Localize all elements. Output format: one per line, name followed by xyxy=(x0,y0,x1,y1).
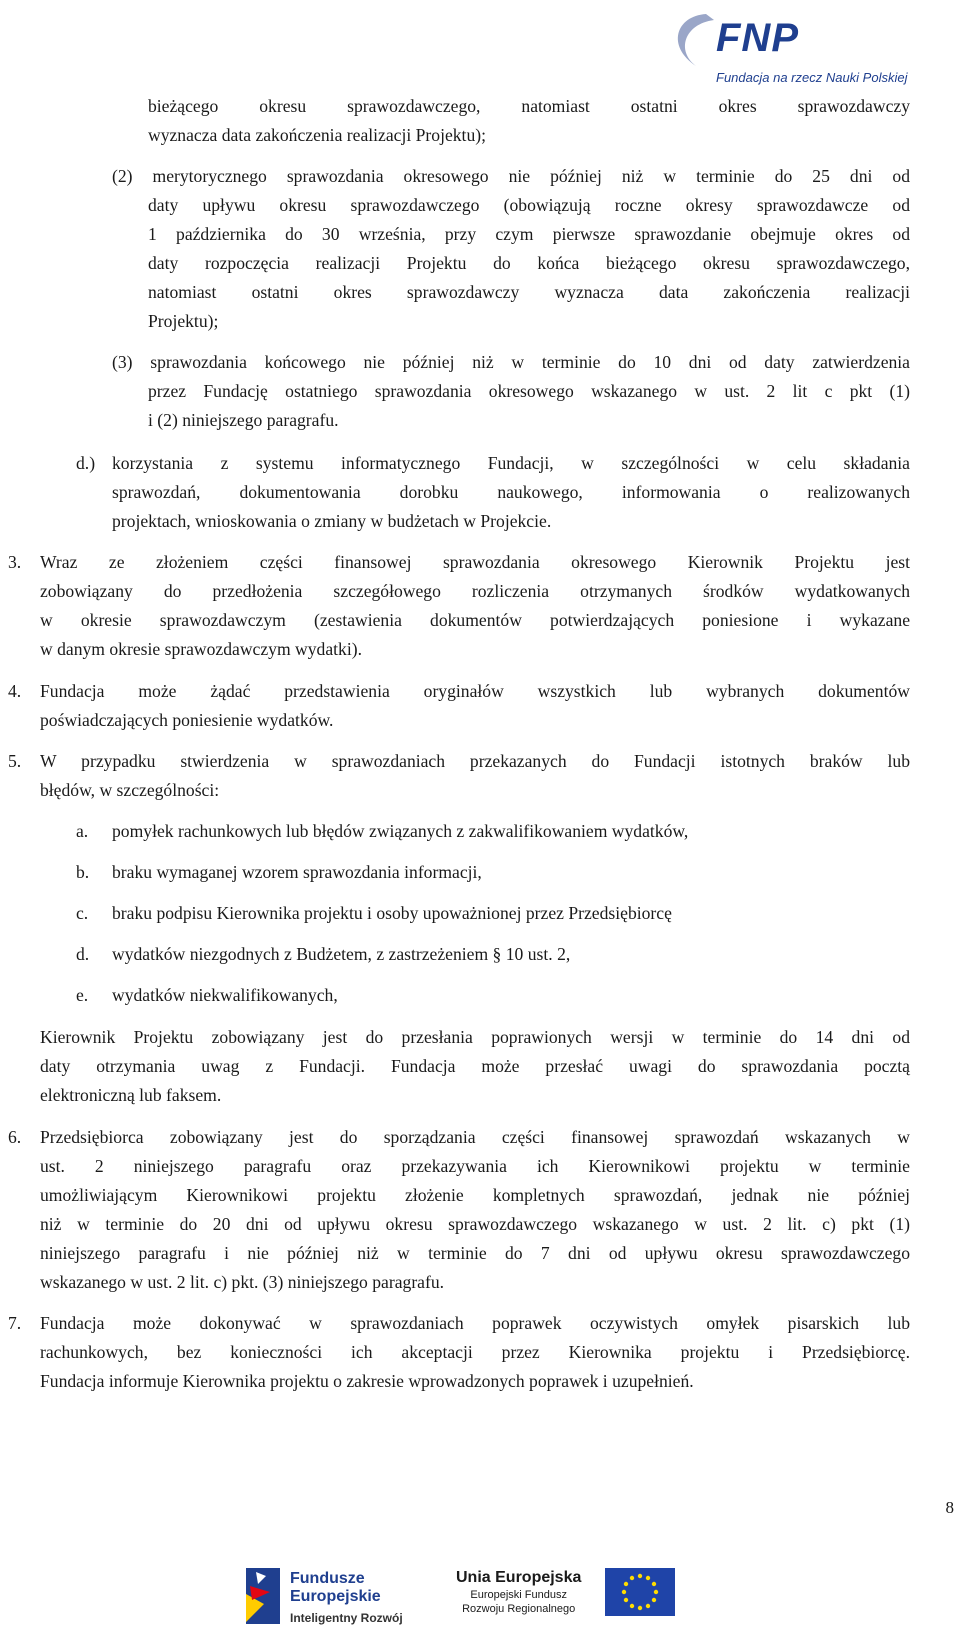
text-line: (3) sprawozdania końcowego nie później niż w terminie do 10 dni od daty zatwierdzenia xyxy=(112,352,910,372)
text-line: wskazanego w ust. 2 lit. c) pkt. (3) niniejszego paragrafu. xyxy=(40,1272,445,1292)
list-item: wydatków niezgodnych z Budżetem, z zastrzeżeniem § 10 ust. 2, xyxy=(112,944,571,964)
text-line: zobowiązany do przedłożenia szczegółowego rozliczenia otrzymanych środków wydatkowanych xyxy=(40,581,910,601)
text-line: Przedsiębiorca zobowiązany jest do sporządzania części finansowej sprawozdań wskazanych w xyxy=(40,1127,910,1147)
list-item: pomyłek rachunkowych lub błędów związanych z zakwalifikowaniem wydatków, xyxy=(112,821,689,841)
list-number: d.) xyxy=(76,453,96,473)
footer-logos xyxy=(0,1560,960,1647)
text-line: Projektu); xyxy=(148,311,219,331)
text-line: w okresie sprawozdawczym (zestawienia dokumentów potwierdzających poniesione i wykazane xyxy=(40,610,910,630)
text-line: (2) merytorycznego sprawozdania okresowego nie później niż w terminie do 25 dni od xyxy=(112,166,910,186)
section-number: 6. xyxy=(8,1127,22,1147)
text-line: daty rozpoczęcia realizacji Projektu do końca bieżącego okresu sprawozdawczego, xyxy=(148,253,910,273)
page-number: 8 xyxy=(945,1498,954,1517)
section-number: 4. xyxy=(8,681,22,701)
text-line: w danym okresie sprawozdawczym wydatki). xyxy=(40,639,362,659)
fnp-logo-name: FNP xyxy=(716,16,799,60)
text-line: przez Fundację ostatniego sprawozdania okresowego wskazanego w ust. 2 lit c pkt (1) xyxy=(148,381,910,401)
list-letter: e. xyxy=(76,985,89,1005)
text-line: poświadczających poniesienie wydatków. xyxy=(40,710,334,730)
list-letter: d. xyxy=(76,944,90,964)
text-line: umożliwiającym Kierownikowi projektu złożenie kompletnych sprawozdań, jednak nie później xyxy=(40,1185,910,1205)
fnp-logo xyxy=(666,6,958,94)
unia-europejska-text xyxy=(456,1568,581,1616)
text-line: sprawozdań, dokumentowania dorobku naukowego, informowania o realizowanych xyxy=(112,482,910,502)
list-letter: a. xyxy=(76,821,89,841)
text-line: korzystania z systemu informatycznego Fundacji, w szczególności w celu składania xyxy=(112,453,910,473)
fnp-logo-subtitle: Fundacja na rzecz Nauki Polskiej xyxy=(716,70,908,85)
ue-fund-1: Europejski Fundusz xyxy=(470,1589,567,1601)
section-number: 5. xyxy=(8,751,22,771)
eu-flag-icon xyxy=(605,1568,675,1616)
text-line: błędów, w szczególności: xyxy=(40,780,220,800)
text-line: daty otrzymania uwag z Fundacji. Fundacja może przesłać uwagi do sprawozdania pocztą xyxy=(40,1056,910,1076)
text-line: Kierownik Projektu zobowiązany jest do przesłania poprawionych wersji w terminie do 14 dni od xyxy=(40,1027,910,1047)
section-number: 7. xyxy=(8,1313,22,1333)
list-item: braku wymaganej wzorem sprawozdania informacji, xyxy=(112,862,482,882)
text-line: daty upływu okresu sprawozdawczego (obowiązują roczne okresy sprawozdawcze od xyxy=(148,195,910,215)
text-line: Fundacja może dokonywać w sprawozdaniach poprawek oczywistych omyłek pisarskich lub xyxy=(40,1313,910,1333)
text-line: 1 października do 30 września, przy czym pierwsze sprawozdanie obejmuje okres od xyxy=(148,224,910,244)
ue-title: Unia Europejska xyxy=(456,1569,582,1586)
text-line: elektroniczną lub faksem. xyxy=(40,1085,222,1105)
ue-fund-2: Rozwoju Regionalnego xyxy=(462,1603,576,1615)
text-line: ust. 2 niniejszego paragrafu oraz przekazywania ich Kierownikowi projektu w terminie xyxy=(40,1156,910,1176)
fundusze-europejskie-icon xyxy=(240,1564,284,1628)
text-line: natomiast ostatni okres sprawozdawczy wyznacza data zakończenia realizacji xyxy=(148,282,910,302)
list-letter: b. xyxy=(76,862,90,882)
list-item: wydatków niekwalifikowanych, xyxy=(112,985,338,1005)
section-number: 3. xyxy=(8,552,22,572)
text-line: Wraz ze złożeniem części finansowej sprawozdania okresowego Kierownik Projektu jest xyxy=(40,552,910,572)
fundusze-europejskie-text xyxy=(290,1570,403,1626)
fe-title-2: Europejskie xyxy=(290,1588,381,1605)
text-line: W przypadku stwierdzenia w sprawozdaniach przekazanych do Fundacji istotnych braków lub xyxy=(40,751,910,771)
text-line: niniejszego paragrafu i nie później niż w terminie do 7 dni od upływu okresu sprawozdawczego xyxy=(40,1243,910,1263)
list-item: braku podpisu Kierownika projektu i osoby upoważnionej przez Przedsiębiorcę xyxy=(112,903,672,923)
text-line: Fundacja może żądać przedstawienia oryginałów wszystkich lub wybranych dokumentów xyxy=(40,681,910,701)
text-line: bieżącego okresu sprawozdawczego, natomiast ostatni okres sprawozdawczy xyxy=(148,96,910,116)
list-letter: c. xyxy=(76,903,89,923)
fe-title-1: Fundusze xyxy=(290,1570,365,1587)
fe-program: Inteligentny Rozwój xyxy=(290,1611,403,1625)
text-line: Fundacja informuje Kierownika projektu o zakresie wprowadzonych poprawek i uzupełnień. xyxy=(40,1371,694,1391)
text-line: niż w terminie do 20 dni od upływu okresu sprawozdawczego wskazanego w ust. 2 lit. c) pkt (1) xyxy=(40,1214,910,1234)
text-line: i (2) niniejszego paragrafu. xyxy=(148,410,339,430)
text-line: wyznacza data zakończenia realizacji Projektu); xyxy=(148,125,486,145)
text-line: rachunkowych, bez konieczności ich akceptacji przez Kierownika projektu i Przedsiębiorcę. xyxy=(40,1342,910,1362)
text-line: projektach, wnioskowania o zmiany w budżetach w Projekcie. xyxy=(112,511,552,531)
